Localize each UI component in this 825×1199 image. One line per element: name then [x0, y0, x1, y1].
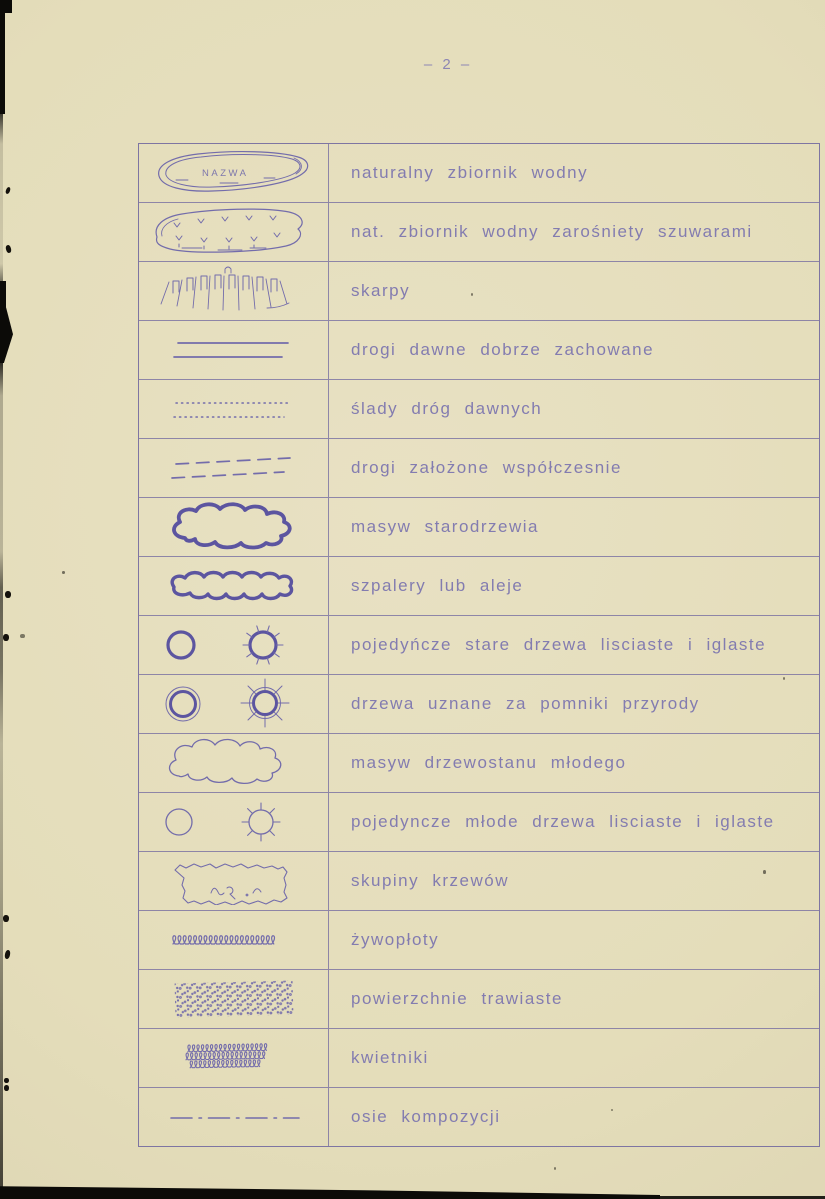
symbol-cell: [139, 616, 329, 674]
legend-row: [139, 792, 819, 851]
label-cell: [329, 1029, 819, 1087]
circle-and-spiked-circle-icon: [159, 619, 309, 671]
scan-artifact: [62, 571, 65, 574]
dash-dot-line-icon: [159, 1091, 309, 1143]
legend-label: ślady dróg dawnych: [351, 399, 543, 418]
scan-artifact: [0, 299, 13, 363]
legend-table: [138, 143, 820, 1147]
scan-artifact: [4, 1078, 9, 1083]
scan-artifact: [4, 950, 11, 960]
symbol-cell: [139, 675, 329, 733]
legend-row: [139, 969, 819, 1028]
legend-row: [139, 261, 819, 320]
symbol-cell: [139, 439, 329, 497]
label-cell: [329, 262, 819, 320]
legend-label: masyw drzewostanu młodego: [351, 753, 627, 772]
scan-artifact: [20, 634, 25, 638]
label-cell: [329, 852, 819, 910]
scan-artifact: [5, 187, 11, 195]
symbol-cell: [139, 734, 329, 792]
legend-row: [139, 910, 819, 969]
scan-artifact: [5, 244, 12, 253]
double-dotted-line-icon: [164, 389, 304, 429]
legend-row: [139, 674, 819, 733]
legend-row: [139, 320, 819, 379]
legend-label: skupiny krzewów: [351, 871, 509, 890]
legend-row: [139, 733, 819, 792]
legend-label: drogi założone współczesnie: [351, 458, 622, 477]
thin-cloud-icon: [159, 736, 309, 790]
symbol-cell: [139, 557, 329, 615]
symbol-cell: [139, 970, 329, 1028]
legend-row: [139, 851, 819, 910]
label-cell: [329, 616, 819, 674]
symbol-cell: [139, 380, 329, 438]
double-dashed-line-icon: [164, 447, 304, 489]
stipple-patch-icon: [159, 976, 309, 1022]
label-cell: [329, 557, 819, 615]
scan-artifact: [5, 591, 11, 598]
label-cell: [329, 439, 819, 497]
jagged-patch-icon: [159, 857, 309, 905]
scan-artifact: [763, 870, 766, 874]
scan-artifact: [0, 0, 5, 114]
legend-row: [139, 1028, 819, 1087]
loop-line-icon: [159, 920, 309, 960]
symbol-cell: [139, 262, 329, 320]
symbol-cell: [139, 498, 329, 556]
scan-left-edge: [0, 0, 3, 1199]
scan-artifact: [611, 1109, 613, 1111]
legend-row: [139, 144, 819, 202]
scan-artifact: [554, 1167, 556, 1170]
symbol-cell: [139, 144, 329, 202]
label-cell: [329, 380, 819, 438]
symbol-cell: [139, 321, 329, 379]
symbol-cell: [139, 911, 329, 969]
label-cell: [329, 144, 819, 202]
slope-hachures-icon: [149, 264, 319, 318]
label-cell: [329, 1088, 819, 1146]
scan-artifact: [3, 915, 9, 922]
legend-label: naturalny zbiornik wodny: [351, 163, 589, 182]
scribble-patch-icon: [174, 1038, 294, 1078]
legend-row: [139, 1087, 819, 1146]
symbol-cell: [139, 793, 329, 851]
scan-artifact: [783, 677, 785, 680]
legend-row: [139, 202, 819, 261]
legend-label: masyw starodrzewia: [351, 517, 539, 536]
label-cell: [329, 793, 819, 851]
legend-label: powierzchnie trawiaste: [351, 989, 563, 1008]
legend-label: skarpy: [351, 281, 411, 300]
legend-label: drogi dawne dobrze zachowane: [351, 340, 655, 359]
scalloped-band-icon: [159, 566, 309, 606]
legend-label: kwietniki: [351, 1048, 429, 1067]
label-cell: [329, 970, 819, 1028]
symbol-cell: [139, 1029, 329, 1087]
legend-row: [139, 497, 819, 556]
legend-label: szpalery lub aleje: [351, 576, 524, 595]
scan-artifact: [471, 293, 473, 296]
double-solid-line-icon: [164, 330, 304, 370]
legend-row: [139, 438, 819, 497]
label-cell: [329, 911, 819, 969]
page-number: – 2 –: [423, 56, 473, 73]
pond-reeds-icon: [146, 204, 321, 260]
legend-label: żywopłoty: [351, 930, 440, 949]
legend-label: pojedyncze młode drzewa lisciaste i iglaste: [351, 812, 775, 831]
symbol-cell: [139, 203, 329, 261]
pond-outline-icon: [146, 145, 321, 201]
legend-label: nat. zbiornik wodny zarośniety szuwarami: [351, 222, 753, 241]
thin-circle-and-spiked-circle-icon: [159, 797, 309, 847]
scan-artifact: [3, 634, 9, 641]
label-cell: [329, 498, 819, 556]
legend-label: osie kompozycji: [351, 1107, 501, 1126]
double-circle-monument-icon: [159, 676, 309, 732]
label-cell: [329, 203, 819, 261]
scan-artifact: [0, 0, 12, 13]
pond-name-text: NAZWA: [202, 168, 249, 179]
symbol-cell: [139, 852, 329, 910]
label-cell: [329, 675, 819, 733]
label-cell: [329, 734, 819, 792]
label-cell: [329, 321, 819, 379]
legend-label: drzewa uznane za pomniki przyrody: [351, 694, 700, 713]
thick-cloud-icon: [159, 501, 309, 553]
legend-row: [139, 379, 819, 438]
legend-label: pojedyńcze stare drzewa lisciaste i iglaste: [351, 635, 767, 654]
legend-row: [139, 556, 819, 615]
legend-row: [139, 615, 819, 674]
scan-artifact: [4, 1085, 9, 1091]
symbol-cell: [139, 1088, 329, 1146]
